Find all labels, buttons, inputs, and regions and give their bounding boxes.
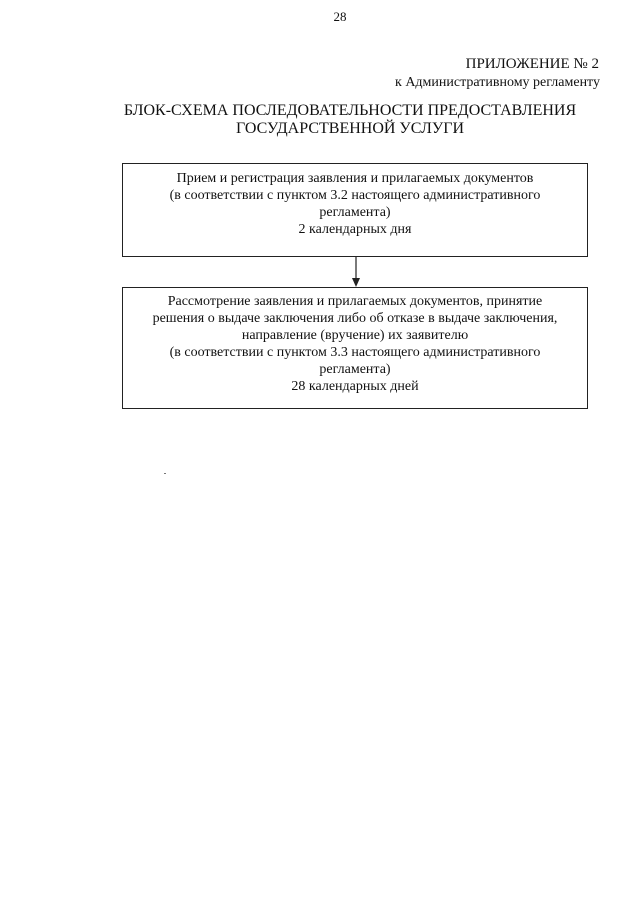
- flow-step-2-line-4: (в соответствии с пунктом 3.3 настоящего административного: [169, 345, 541, 360]
- flow-step-2-box: [122, 287, 588, 409]
- flowchart-title-line-2: ГОСУДАРСТВЕННОЙ УСЛУГИ: [235, 120, 465, 137]
- flow-step-1-line-3: регламента): [319, 205, 391, 220]
- flow-step-2-line-2: решения о выдаче заключения либо об отказе в выдаче заключения,: [152, 311, 558, 326]
- flow-step-2-line-1: Рассмотрение заявления и прилагаемых документов, принятие: [167, 294, 543, 309]
- flow-step-1-line-1: Прием и регистрация заявления и прилагаемых документов: [176, 171, 534, 186]
- page-number: 28: [333, 9, 347, 24]
- flow-arrow-down-icon: [350, 257, 362, 287]
- flow-step-2-line-3: направление (вручение) их заявителю: [241, 328, 469, 343]
- appendix-subtitle: к Административному регламенту: [395, 75, 600, 90]
- flow-step-1-line-2: (в соответствии с пунктом 3.2 настоящего административного: [169, 188, 541, 203]
- flowchart-title: [60, 102, 640, 138]
- flow-step-2-line-5: регламента): [319, 362, 391, 377]
- scan-speck: [164, 473, 166, 474]
- flow-step-2-line-6: 28 календарных дней: [291, 379, 419, 394]
- flow-step-1-box: [122, 163, 588, 257]
- appendix-title: ПРИЛОЖЕНИЕ № 2: [465, 56, 599, 72]
- flow-step-1-line-4: 2 календарных дня: [298, 222, 412, 237]
- flowchart-title-line-1: БЛОК-СХЕМА ПОСЛЕДОВАТЕЛЬНОСТИ ПРЕДОСТАВЛЕНИЯ: [123, 102, 577, 119]
